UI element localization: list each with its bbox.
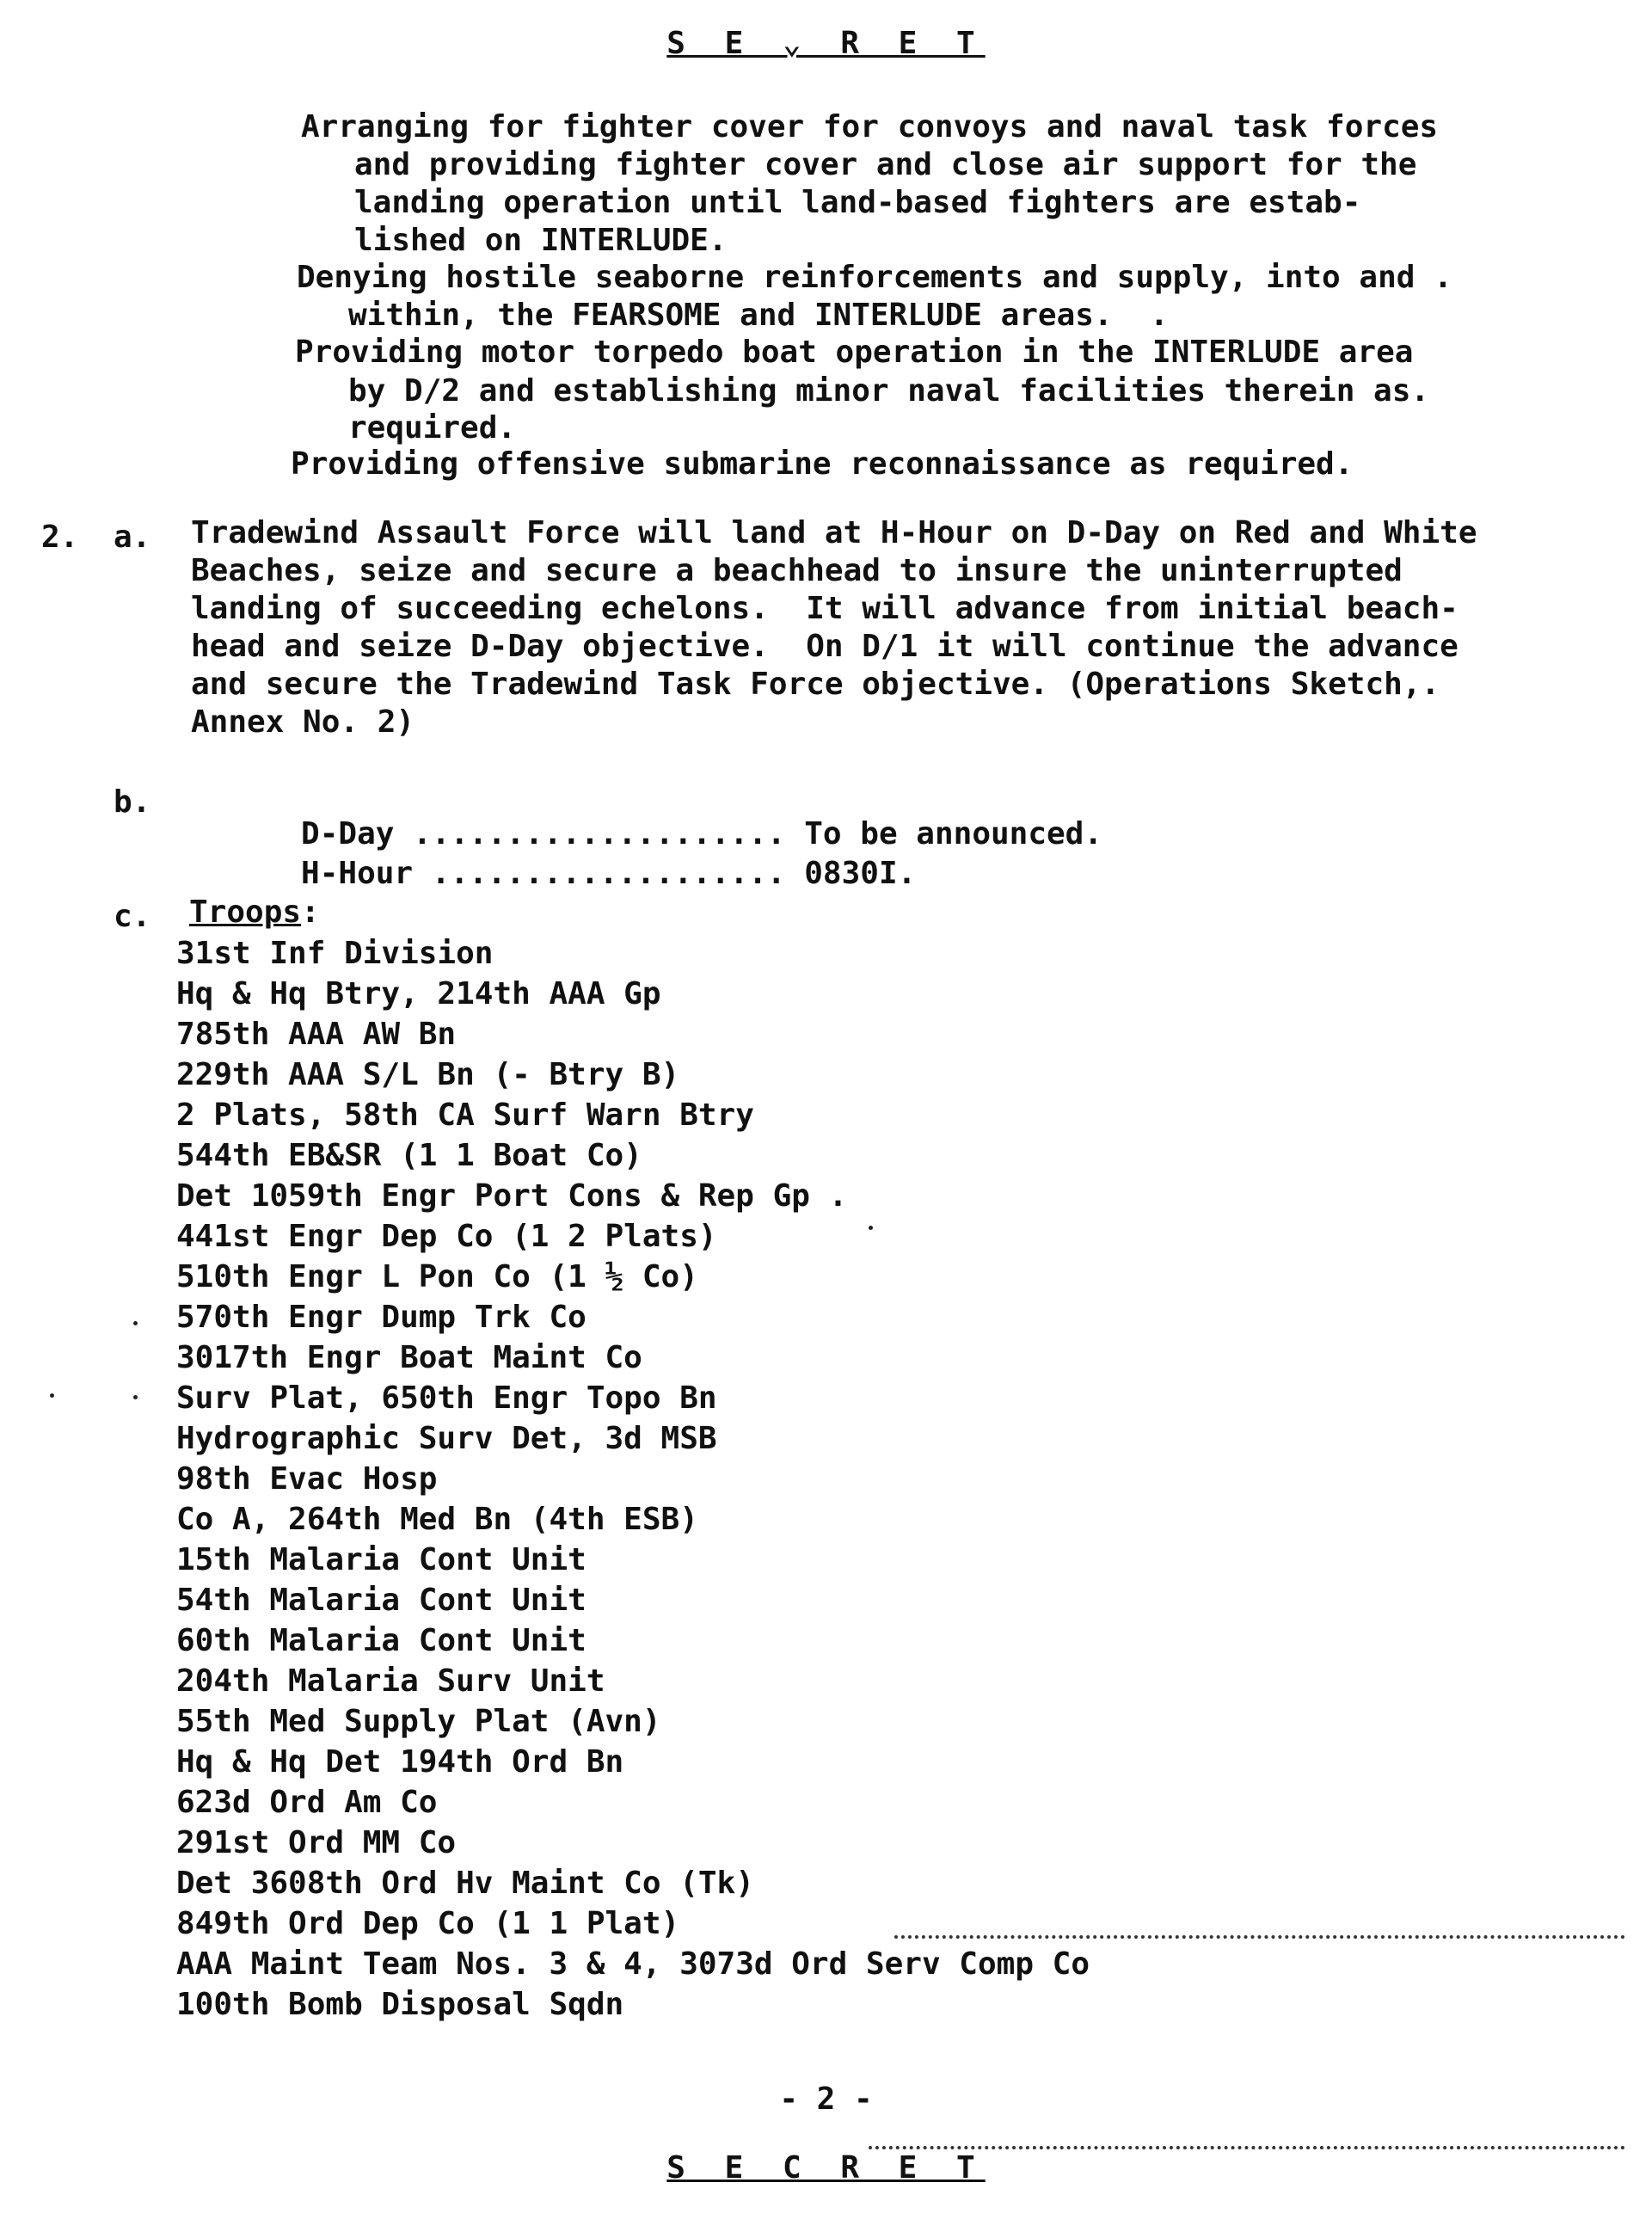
list-item: 3017th Engr Boat Maint Co: [176, 1340, 642, 1375]
list-item: 204th Malaria Surv Unit: [176, 1663, 605, 1699]
mission-item-1-line-3: landing operation until land-based fighters are estab-: [354, 185, 1361, 220]
list-item: 100th Bomb Disposal Sqdn: [176, 1987, 624, 2022]
dotted-scan-line: [894, 1935, 1625, 1939]
subparagraph-c-letter: c.: [114, 899, 151, 934]
scan-speck: [133, 1321, 138, 1325]
para-a-line-3: landing of succeeding echelons. It will advance from initial beach-: [191, 591, 1459, 626]
list-item: 54th Malaria Cont Unit: [176, 1583, 586, 1618]
list-item: 98th Evac Hosp: [176, 1461, 438, 1497]
page-number: - 2 -: [779, 2081, 873, 2117]
list-item: 510th Engr L Pon Co (1 ½ Co): [176, 1259, 698, 1294]
mission-item-2-line-1: Denying hostile seaborne reinforcements and supply, into and .: [297, 260, 1452, 295]
classification-footer: S E C R E T: [666, 2150, 986, 2186]
list-item: 785th AAA AW Bn: [176, 1017, 457, 1052]
mission-item-1-line-1: Arranging for fighter cover for convoys and naval task forces: [301, 109, 1439, 144]
mission-item-3-line-1: Providing motor torpedo boat operation in the INTERLUDE area: [295, 335, 1414, 370]
troops-heading-colon: :: [301, 895, 320, 930]
list-item: Hydrographic Surv Det, 3d MSB: [176, 1421, 717, 1456]
scan-speck: [869, 1226, 873, 1230]
paragraph-number: 2.: [41, 520, 79, 555]
list-item: Co A, 264th Med Bn (4th ESB): [176, 1502, 698, 1537]
list-item: AAA Maint Team Nos. 3 & 4, 3073d Ord Serv Comp Co: [176, 1946, 1090, 1982]
list-item: Hq & Hq Det 194th Ord Bn: [176, 1744, 624, 1780]
list-item: 623d Ord Am Co: [176, 1785, 438, 1820]
schedule-leader: ....................: [394, 816, 805, 852]
subparagraph-a-letter: a.: [114, 520, 151, 555]
list-item: Hq & Hq Btry, 214th AAA Gp: [176, 976, 661, 1011]
list-item: 849th Ord Dep Co (1 1 Plat): [176, 1906, 680, 1941]
scan-speck: [133, 1395, 138, 1399]
schedule-value: To be announced.: [804, 816, 1103, 852]
classification-header: S E ⌄ R E T: [666, 26, 986, 61]
troops-heading: [189, 895, 320, 930]
list-item: Det 3608th Ord Hv Maint Co (Tk): [176, 1866, 754, 1901]
subparagraph-b-letter: b.: [114, 784, 151, 820]
para-a-line-1: Tradewind Assault Force will land at H-Hour on D-Day on Red and White: [191, 515, 1477, 550]
para-a-line-4: head and seize D-Day objective. On D/1 it will continue the advance: [191, 629, 1459, 664]
mission-item-3-line-3: required.: [348, 410, 517, 446]
troops-heading-label: Troops: [189, 895, 302, 930]
schedule-label: H-Hour: [301, 856, 414, 891]
para-a-line-2: Beaches, seize and secure a beachhead to insure the uninterrupted: [191, 553, 1403, 588]
list-item: 60th Malaria Cont Unit: [176, 1623, 586, 1658]
list-item: Surv Plat, 650th Engr Topo Bn: [176, 1380, 717, 1416]
mission-item-4-line-1: Providing offensive submarine reconnaissance as required.: [291, 446, 1354, 482]
list-item: 229th AAA S/L Bn (- Btry B): [176, 1057, 680, 1092]
list-item: 570th Engr Dump Trk Co: [176, 1300, 586, 1335]
list-item: 31st Inf Division: [176, 936, 494, 971]
schedule-leader: ...................: [413, 856, 805, 891]
list-item: 15th Malaria Cont Unit: [176, 1542, 586, 1577]
schedule-value: 0830I.: [804, 856, 917, 891]
mission-item-2-line-2: within, the FEARSOME and INTERLUDE areas. .: [348, 298, 1169, 333]
mission-item-1-line-2: and providing fighter cover and close air support for the: [354, 147, 1417, 182]
list-item: 2 Plats, 58th CA Surf Warn Btry: [176, 1097, 754, 1133]
list-item: 544th EB&SR (1 1 Boat Co): [176, 1138, 642, 1173]
mission-item-1-line-4: lished on INTERLUDE.: [354, 223, 728, 258]
para-a-line-6: Annex No. 2): [191, 704, 415, 740]
mission-item-3-line-2: by D/2 and establishing minor naval facilities therein as.: [348, 373, 1430, 409]
list-item: 55th Med Supply Plat (Avn): [176, 1704, 661, 1739]
list-item: Det 1059th Engr Port Cons & Rep Gp .: [176, 1178, 848, 1214]
list-item: 291st Ord MM Co: [176, 1825, 457, 1860]
list-item: 441st Engr Dep Co (1 2 Plats): [176, 1219, 717, 1254]
dotted-scan-line: [869, 2146, 1625, 2149]
para-a-line-5: and secure the Tradewind Task Force objective. (Operations Sketch,.: [191, 667, 1440, 702]
scan-speck: [50, 1393, 54, 1398]
schedule-label: D-Day: [301, 816, 395, 852]
